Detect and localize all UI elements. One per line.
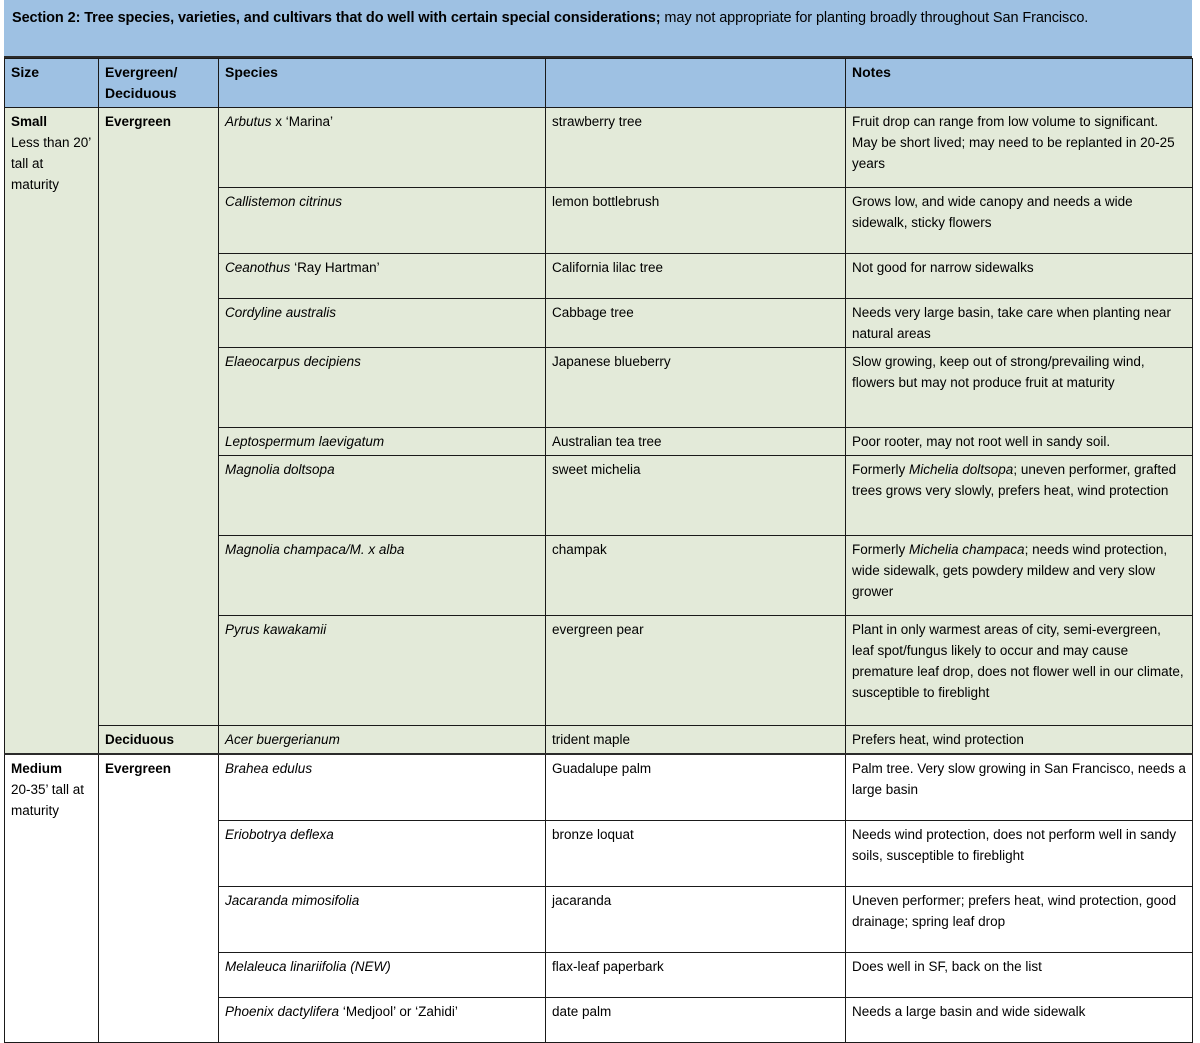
band-small: [5, 108, 1193, 755]
common-name-cell: Japanese blueberry: [546, 348, 846, 428]
species-cell: [219, 188, 546, 254]
section-title-rest: may not appropriate for planting broadly throughout San Francisco.: [660, 10, 1089, 26]
common-name-cell: Cabbage tree: [546, 299, 846, 348]
species-cell: [219, 886, 546, 952]
size-cell-medium: [5, 754, 99, 1042]
column-header-notes: Notes: [846, 59, 1193, 108]
species-latin: Melaleuca linariifolia (NEW): [225, 958, 391, 974]
notes-cell: [846, 536, 1193, 616]
notes-cell: Plant in only warmest areas of city, semi-evergreen, leaf spot/fungus likely to occur and may cause premature leaf drop, does not flower well in our climate, susceptible to fireblight: [846, 616, 1193, 726]
species-latin: Eriobotrya deflexa: [225, 826, 334, 842]
table-row: [5, 726, 1193, 755]
species-cell: [219, 428, 546, 456]
table-header: [5, 59, 1193, 108]
notes-cell: Not good for narrow sidewalks: [846, 254, 1193, 299]
notes-cell: Uneven performer; prefers heat, wind protection, good drainage; spring leaf drop: [846, 886, 1193, 952]
species-latin: Brahea edulus: [225, 761, 313, 776]
table-header-row: [5, 59, 1193, 108]
type-cell-evergreen: [99, 754, 219, 1042]
common-name-cell: Australian tea tree: [546, 428, 846, 456]
common-name-cell: Guadalupe palm: [546, 754, 846, 820]
species-latin: Ceanothus: [225, 260, 291, 275]
common-name-cell: flax-leaf paperbark: [546, 952, 846, 997]
species-cell: [219, 108, 546, 188]
notes-prefix: Formerly: [852, 462, 909, 477]
common-name-cell: sweet michelia: [546, 456, 846, 536]
common-name-cell: lemon bottlebrush: [546, 188, 846, 254]
species-latin: Leptospermum laevigatum: [225, 434, 385, 449]
species-latin: Jacaranda mimosifolia: [225, 892, 360, 908]
notes-prefix: Formerly: [852, 542, 909, 557]
notes-suffix: ; needs wind protection, wide sidewalk, gets powdery mildew and very slow grower: [852, 542, 1168, 599]
notes-cell: Poor rooter, may not root well in sandy soil.: [846, 428, 1193, 456]
size-label: Small: [11, 114, 48, 129]
species-latin: Arbutus: [225, 114, 272, 129]
species-latin: Magnolia doltsopa: [225, 462, 335, 477]
species-cell: [219, 536, 546, 616]
size-detail: Less than 20’ tall at maturity: [11, 135, 91, 192]
species-cultivar: ‘Medjool’ or ‘Zahidi’: [339, 1003, 458, 1019]
size-label: Medium: [11, 761, 63, 776]
type-cell-evergreen: [99, 108, 219, 726]
tree-species-table: [4, 58, 1193, 1043]
species-latin: Pyrus kawakamii: [225, 622, 327, 637]
common-name-cell: jacaranda: [546, 886, 846, 952]
notes-suffix: ; uneven performer, grafted trees grows very slowly, prefers heat, wind protection: [852, 462, 1177, 498]
species-cell: [219, 616, 546, 726]
section-title-banner: [4, 0, 1192, 58]
section-title-bold: Section 2: Tree species, varieties, and cultivars that do well with certain special considerations;: [12, 10, 661, 26]
species-latin: Elaeocarpus decipiens: [225, 354, 361, 369]
notes-cell: Palm tree. Very slow growing in San Francisco, needs a large basin: [846, 754, 1193, 820]
species-latin: Cordyline australis: [225, 305, 337, 320]
column-header-evergreen-deciduous: Evergreen/ Deciduous: [99, 59, 219, 108]
species-latin: Callistemon citrinus: [225, 194, 343, 209]
type-label: Deciduous: [105, 732, 175, 747]
type-label: Evergreen: [105, 114, 172, 129]
common-name-cell: evergreen pear: [546, 616, 846, 726]
common-name-cell: bronze loquat: [546, 820, 846, 886]
species-latin: Phoenix dactylifera: [225, 1003, 340, 1019]
species-cell: [219, 456, 546, 536]
notes-cell: Needs very large basin, take care when planting near natural areas: [846, 299, 1193, 348]
common-name-cell: California lilac tree: [546, 254, 846, 299]
notes-former-name: Michelia doltsopa: [909, 462, 1014, 477]
notes-cell: Needs wind protection, does not perform well in sandy soils, susceptible to fireblight: [846, 820, 1193, 886]
band-medium: [5, 754, 1193, 1042]
column-header-species: Species: [219, 59, 546, 108]
common-name-cell: trident maple: [546, 726, 846, 755]
notes-cell: [846, 456, 1193, 536]
table-row: [5, 754, 1193, 820]
size-detail: 20-35’ tall at maturity: [11, 782, 85, 818]
species-latin: Acer buergerianum: [225, 732, 340, 747]
notes-cell: Prefers heat, wind protection: [846, 726, 1193, 755]
species-cell: [219, 820, 546, 886]
species-cell: [219, 997, 546, 1042]
common-name-cell: date palm: [546, 997, 846, 1042]
notes-cell: Slow growing, keep out of strong/prevailing wind, flowers but may not produce fruit at maturity: [846, 348, 1193, 428]
notes-former-name: Michelia champaca: [909, 542, 1025, 557]
species-cell: [219, 726, 546, 755]
column-header-size: Size: [5, 59, 99, 108]
notes-cell: Grows low, and wide canopy and needs a wide sidewalk, sticky flowers: [846, 188, 1193, 254]
notes-cell: Fruit drop can range from low volume to significant. May be short lived; may need to be replanted in 20-25 years: [846, 108, 1193, 188]
type-label: Evergreen: [105, 761, 172, 776]
notes-cell: Needs a large basin and wide sidewalk: [846, 997, 1193, 1042]
column-header-common-name: [546, 59, 846, 108]
table-row: [5, 108, 1193, 188]
notes-cell: Does well in SF, back on the list: [846, 952, 1193, 997]
species-cell: [219, 299, 546, 348]
type-cell-deciduous: [99, 726, 219, 755]
species-cell: [219, 348, 546, 428]
species-cell: [219, 254, 546, 299]
species-cell: [219, 952, 546, 997]
common-name-cell: champak: [546, 536, 846, 616]
species-cell: [219, 754, 546, 820]
common-name-cell: strawberry tree: [546, 108, 846, 188]
species-cultivar: x ‘Marina’: [271, 114, 334, 129]
section-title-text: [12, 6, 1182, 31]
species-latin: Magnolia champaca/M. x alba: [225, 542, 405, 557]
size-cell-small: [5, 108, 99, 755]
species-cultivar: ‘Ray Hartman’: [290, 260, 380, 275]
